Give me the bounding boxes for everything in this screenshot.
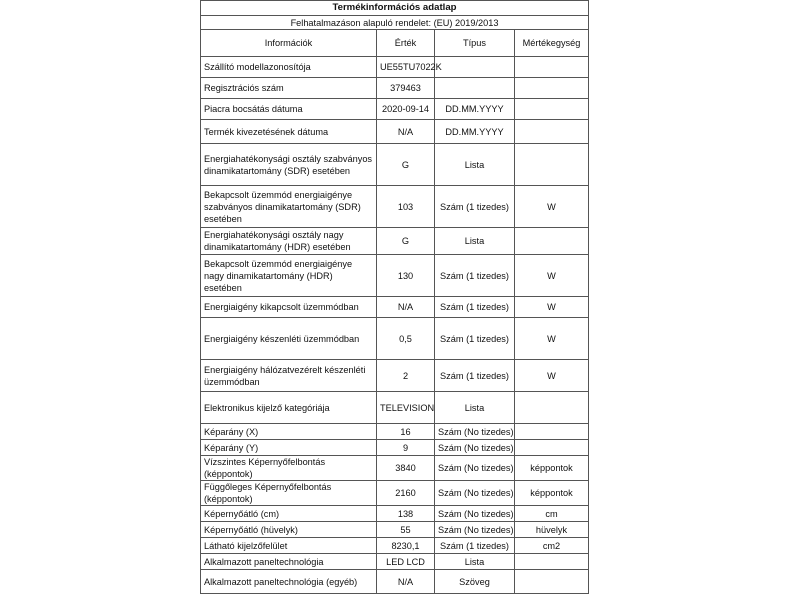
row-unit	[515, 144, 589, 186]
row-info: Képernyőátló (hüvelyk)	[201, 522, 377, 538]
row-value: N/A	[377, 570, 435, 594]
row-type: Szám (1 tizedes)	[435, 186, 515, 228]
table-row	[201, 297, 589, 318]
row-type: Szám (No tizedes)	[435, 456, 515, 481]
row-info: Regisztrációs szám	[201, 78, 377, 99]
row-info: Képarány (X)	[201, 424, 377, 440]
row-value: N/A	[377, 297, 435, 318]
row-type: Szám (1 tizedes)	[435, 255, 515, 297]
row-type: Szám (No tizedes)	[435, 481, 515, 506]
row-value: 2160	[377, 481, 435, 506]
row-unit: W	[515, 186, 589, 228]
header-info: Információk	[201, 30, 377, 57]
row-value: 55	[377, 522, 435, 538]
table-row	[201, 456, 589, 481]
row-info: Energiaigény kikapcsolt üzemmódban	[201, 297, 377, 318]
row-value: G	[377, 228, 435, 255]
row-info: Energiaigény készenléti üzemmódban	[201, 318, 377, 360]
row-type: Szám (1 tizedes)	[435, 297, 515, 318]
table-row	[201, 255, 589, 297]
row-unit	[515, 120, 589, 144]
row-unit: képpontok	[515, 481, 589, 506]
row-info: Szállító modellazonosítója	[201, 57, 377, 78]
row-unit	[515, 440, 589, 456]
row-type: Szám (No tizedes)	[435, 440, 515, 456]
row-unit	[515, 570, 589, 594]
row-unit: hüvelyk	[515, 522, 589, 538]
row-info: Képernyőátló (cm)	[201, 506, 377, 522]
header-type: Típus	[435, 30, 515, 57]
row-type: Szám (No tizedes)	[435, 522, 515, 538]
table-row	[201, 440, 589, 456]
row-info: Bekapcsolt üzemmód energiaigénye szabványos dinamikatartomány (SDR) esetében	[201, 186, 377, 228]
row-value: 379463	[377, 78, 435, 99]
row-unit: képpontok	[515, 456, 589, 481]
row-value: 8230,1	[377, 538, 435, 554]
row-value: 3840	[377, 456, 435, 481]
row-info: Látható kijelzőfelület	[201, 538, 377, 554]
header-row	[201, 30, 589, 57]
table-row	[201, 57, 589, 78]
row-info: Energiahatékonysági osztály nagy dinamikatartomány (HDR) esetében	[201, 228, 377, 255]
row-value: G	[377, 144, 435, 186]
row-unit: W	[515, 318, 589, 360]
row-info: Képarány (Y)	[201, 440, 377, 456]
table-row	[201, 424, 589, 440]
row-value: 0,5	[377, 318, 435, 360]
row-value: 138	[377, 506, 435, 522]
row-type: Szám (No tizedes)	[435, 424, 515, 440]
row-type: DD.MM.YYYY	[435, 120, 515, 144]
table-row	[201, 392, 589, 424]
row-value: TELEVISION	[377, 392, 435, 424]
row-type: DD.MM.YYYY	[435, 99, 515, 120]
row-unit	[515, 57, 589, 78]
title-row	[201, 1, 589, 16]
row-type: Lista	[435, 392, 515, 424]
row-unit	[515, 99, 589, 120]
table-row	[201, 120, 589, 144]
table-row	[201, 554, 589, 570]
subtitle-row	[201, 16, 589, 30]
product-info-sheet	[200, 0, 588, 594]
row-info: Alkalmazott paneltechnológia	[201, 554, 377, 570]
row-unit	[515, 78, 589, 99]
row-value: 2020-09-14	[377, 99, 435, 120]
table-row	[201, 570, 589, 594]
row-unit: W	[515, 255, 589, 297]
table-row	[201, 318, 589, 360]
row-type: Szám (1 tizedes)	[435, 360, 515, 392]
row-unit: cm	[515, 506, 589, 522]
table-row	[201, 522, 589, 538]
row-unit: W	[515, 297, 589, 318]
row-value: 2	[377, 360, 435, 392]
table-row	[201, 506, 589, 522]
row-info: Energiaigény hálózatvezérelt készenléti üzemmódban	[201, 360, 377, 392]
header-unit: Mértékegység	[515, 30, 589, 57]
table-row	[201, 186, 589, 228]
row-value: 9	[377, 440, 435, 456]
row-type: Lista	[435, 228, 515, 255]
row-type: Szám (No tizedes)	[435, 506, 515, 522]
row-value: N/A	[377, 120, 435, 144]
row-type: Szám (1 tizedes)	[435, 538, 515, 554]
table-row	[201, 538, 589, 554]
row-unit: cm2	[515, 538, 589, 554]
regulation-subtitle: Felhatalmazáson alapuló rendelet: (EU) 2019/2013	[201, 16, 589, 30]
row-type: Lista	[435, 554, 515, 570]
row-unit: W	[515, 360, 589, 392]
row-type: Lista	[435, 144, 515, 186]
table-row	[201, 144, 589, 186]
row-type: Szám (1 tizedes)	[435, 318, 515, 360]
row-info: Függőleges Képernyőfelbontás (képpontok)	[201, 481, 377, 506]
row-info: Termék kivezetésének dátuma	[201, 120, 377, 144]
row-unit	[515, 228, 589, 255]
row-value: 16	[377, 424, 435, 440]
row-type	[435, 57, 515, 78]
row-value: 103	[377, 186, 435, 228]
row-info: Bekapcsolt üzemmód energiaigénye nagy dinamikatartomány (HDR) esetében	[201, 255, 377, 297]
row-info: Alkalmazott paneltechnológia (egyéb)	[201, 570, 377, 594]
table-row	[201, 228, 589, 255]
header-value: Érték	[377, 30, 435, 57]
row-value: UE55TU7022K	[377, 57, 435, 78]
row-info: Energiahatékonysági osztály szabványos dinamikatartomány (SDR) esetében	[201, 144, 377, 186]
row-unit	[515, 424, 589, 440]
row-unit	[515, 392, 589, 424]
product-info-table	[200, 0, 589, 594]
table-row	[201, 99, 589, 120]
table-row	[201, 78, 589, 99]
table-row	[201, 481, 589, 506]
row-info: Vízszintes Képernyőfelbontás (képpontok)	[201, 456, 377, 481]
row-type	[435, 78, 515, 99]
row-value: LED LCD	[377, 554, 435, 570]
row-type: Szöveg	[435, 570, 515, 594]
row-info: Elektronikus kijelző kategóriája	[201, 392, 377, 424]
row-value: 130	[377, 255, 435, 297]
row-unit	[515, 554, 589, 570]
sheet-title: Termékinformációs adatlap	[201, 1, 589, 16]
row-info: Piacra bocsátás dátuma	[201, 99, 377, 120]
table-row	[201, 360, 589, 392]
